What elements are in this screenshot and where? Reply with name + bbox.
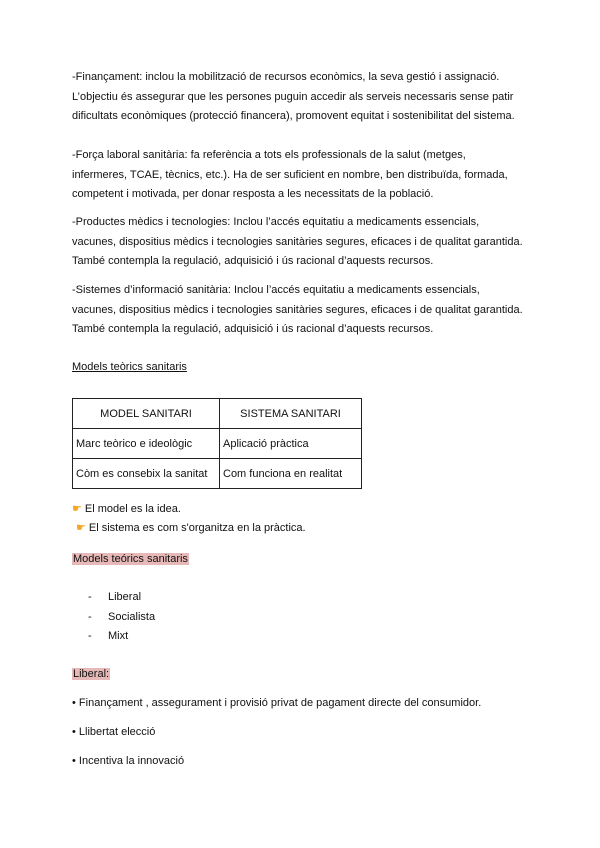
models-heading-highlighted [72, 551, 189, 567]
table-header-cell: MODEL SANITARI [73, 399, 220, 429]
paragraph-line: L’objectiu és assegurar que les persones puguin accedir als serveis necessaris sense patir [72, 90, 514, 103]
list-item: - Liberal [88, 591, 142, 603]
paragraph-line: competent i motivada, per donar resposta a les necessitats de la població. [72, 188, 434, 201]
paragraph-line: -Productes mèdics i tecnologies: Inclou l’accés equitatiu a medicaments essencials, [72, 216, 480, 228]
paragraph-financament [72, 68, 528, 127]
note-model [72, 501, 181, 517]
list-item: - Socialista [88, 610, 156, 623]
table-cell: Com funciona en realitat [220, 459, 362, 489]
highlighted-text: Liberal: [73, 668, 110, 680]
model-list [88, 588, 155, 647]
paragraph-line: -Força laboral sanitària: fa referència a tots els professionals de la salut (metges, [72, 149, 466, 161]
table-cell: Marc teòrico e ideològic [73, 429, 220, 459]
paragraph-productes [72, 213, 528, 272]
pointing-hand-icon: ☛ [72, 503, 82, 515]
table-cell: Aplicació pràctica [220, 429, 362, 459]
pointing-hand-icon: ☛ [76, 522, 86, 534]
note-text: El model es la idea. [84, 503, 181, 515]
paragraph-sistemes [72, 281, 528, 340]
bullet-text: Llibertat elecció [78, 726, 156, 738]
bullet-text: Incentiva la innovació [78, 755, 185, 767]
table-cell: Còm es consebix la sanitat [73, 459, 220, 489]
table-header-row [73, 399, 362, 429]
paragraph-line: També contempla la regulació, adquisició i ús racional d’aquests recursos. [72, 323, 434, 336]
paragraph-line: -Finançament: inclou la mobilització de recursos econòmics, la seva gestió i assignació. [72, 71, 500, 83]
bullet-item: • Finançament , assegurament i provisió privat de pagament directe del consumidor. [72, 697, 482, 709]
note-sistema [76, 520, 306, 536]
models-heading: Models teòrics sanitaris [72, 361, 187, 373]
paragraph-line: També contempla la regulació, adquisició i ús racional d’aquests recursos. [72, 255, 434, 268]
table-row [73, 429, 362, 459]
note-text: El sistema es com s'organitza en la pràctica. [88, 522, 306, 534]
list-item: - Mixt [88, 630, 129, 642]
paragraph-forca-laboral [72, 146, 528, 205]
bullet-item: • Llibertat elecció [72, 726, 156, 738]
bullet-text: Finançament , assegurament i provisió privat de pagament directe del consumidor. [78, 697, 482, 709]
models-table [72, 398, 362, 489]
paragraph-line: -Sistemes d’informació sanitària: Inclou l’accés equitatiu a medicaments essencials, [72, 284, 480, 296]
table-header-cell: SISTEMA SANITARI [220, 399, 362, 429]
highlighted-text: Models teórics sanitaris [73, 553, 188, 565]
paragraph-line: vacunes, dispositius mèdics i tecnologies sanitàries segures, eficaces i de qualitat garantida. [72, 235, 523, 248]
table-row [73, 459, 362, 489]
paragraph-line: infermeres, TCAE, tècnics, etc.). Ha de ser suficient en nombre, ben distribuïda, formada, [72, 168, 508, 181]
list-item-label: Mixt [108, 630, 129, 642]
list-item-label: Socialista [108, 610, 156, 623]
list-item-label: Liberal [108, 591, 142, 603]
liberal-heading [72, 666, 110, 682]
bullet-item: • Incentiva la innovació [72, 755, 185, 767]
paragraph-line: dificultats econòmiques (protecció financera), promovent equitat i sostenibilitat del sistema. [72, 110, 515, 123]
paragraph-line: vacunes, dispositius mèdics i tecnologies sanitàries segures, eficaces i de qualitat garantida. [72, 303, 523, 316]
